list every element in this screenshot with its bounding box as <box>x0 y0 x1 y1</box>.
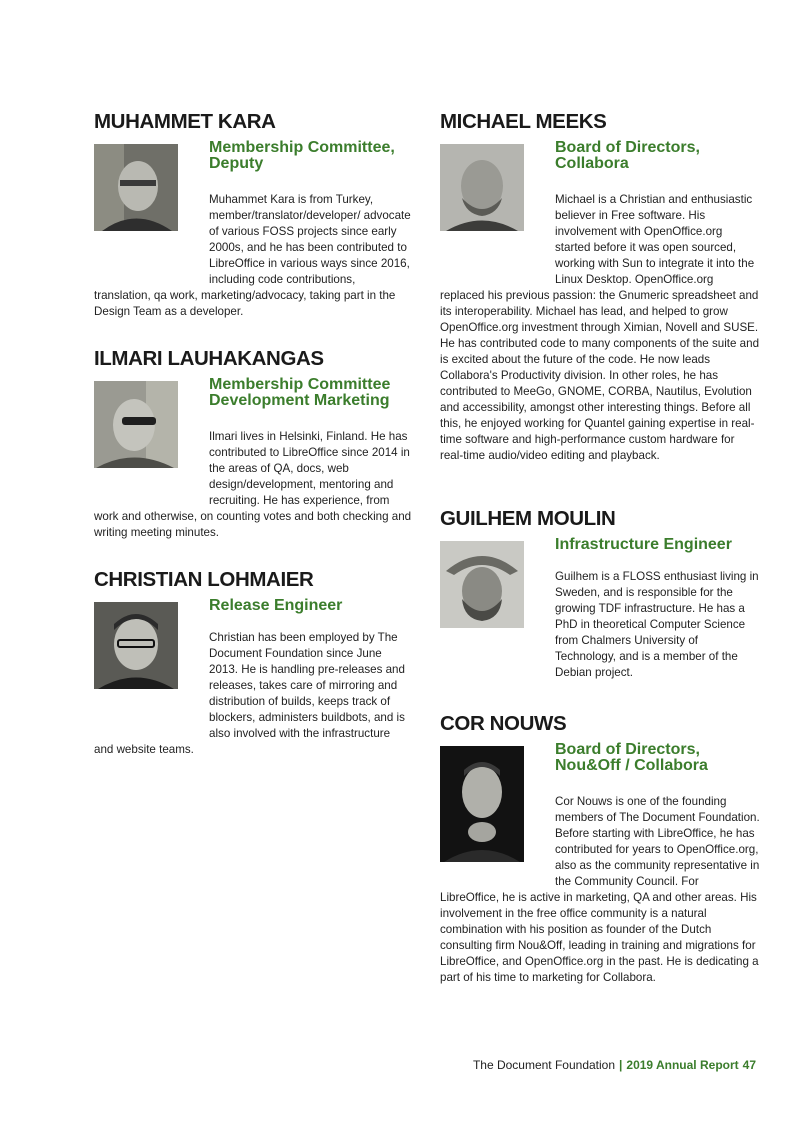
profile-role <box>209 377 390 409</box>
role-line: Development Marketing <box>209 392 390 409</box>
profile-bio-wrap <box>440 569 760 681</box>
profile-role <box>209 140 395 172</box>
role-line: Membership Committee, <box>209 139 395 156</box>
profile-bio: Christian has been employed by The Document Foundation since June 2013. He is handling pre-releases and releases, takes care of mirroring and distribution of builds, keeps track of blockers, administers buildbots, and is also involved with the infrastructure and website teams. <box>94 631 405 756</box>
profile-bio-wrap <box>94 192 412 320</box>
profile-role <box>209 598 342 614</box>
page-footer <box>473 1058 756 1072</box>
profile-name: GUILHEM MOULIN <box>440 507 616 530</box>
profile-bio: Michael is a Christian and enthusiastic believer in Free software. His involvement with OpenOffice.org started before it was open sourced, working with Sun to integrate it into the Linux Desktop. OpenOffice.org replaced his previous passion: the Gnumeric spreadsheet and its interoperability. Michael has lead, and helped to grow OpenOffice.org investment through Ximian, Novell and SUSE. He has contributed code to many components of the suite and is excited about the future of the code. He now leads Collabora's Productivity division. In other roles, he has contributed to MeeGo, GNOME, CORBA, Nautilus, Evolution and accessibility, amongst other interesting things. Before all this, he enjoyed working for Quantel gaining expertise in real-time software and high-performance custom hardware for real-time audio/video editing and playback. <box>440 193 760 462</box>
profile-name: ILMARI LAUHAKANGAS <box>94 347 324 370</box>
role-line: Collabora <box>555 155 629 172</box>
role-line: Board of Directors, <box>555 139 700 156</box>
page-number: 47 <box>742 1058 756 1072</box>
profile-role <box>555 537 732 553</box>
profile-name: CHRISTIAN LOHMAIER <box>94 568 314 591</box>
role-line: Release Engineer <box>209 597 343 614</box>
profile-bio-wrap <box>94 429 412 541</box>
profile-name: MICHAEL MEEKS <box>440 110 607 133</box>
footer-report-title: 2019 Annual Report <box>626 1058 739 1072</box>
profile-name: MUHAMMET KARA <box>94 110 276 133</box>
profile-bio: Guilhem is a FLOSS enthusiast living in Sweden, and is responsible for the growing TDF infrastructure. He has a PhD in theoretical Computer Science from Chalmers University of Technology, and is a member of the Debian project. <box>555 570 759 679</box>
profile-name: COR NOUWS <box>440 712 567 735</box>
role-line: Nou&Off / Collabora <box>555 757 708 774</box>
profile-bio-wrap <box>94 630 412 758</box>
footer-org: The Document Foundation <box>472 1058 616 1072</box>
role-line: Infrastructure Engineer <box>555 536 732 553</box>
role-line: Deputy <box>209 155 264 172</box>
footer-separator: | <box>619 1058 623 1072</box>
role-line: Membership Committee <box>209 376 391 393</box>
profile-bio-wrap <box>440 192 760 464</box>
role-line: Board of Directors, <box>555 741 700 758</box>
profile-bio-wrap <box>440 794 760 986</box>
profile-bio: Muhammet Kara is from Turkey, member/translator/developer/ advocate of various FOSS projects since early 2000s, and he has been contributed to LibreOffice in various ways since 2016, including code contributions, translation, qa work, marketing/advocacy, taking part in the Design Team as a developer. <box>94 193 411 318</box>
profile-bio: Ilmari lives in Helsinki, Finland. He has contributed to LibreOffice since 2014 in the areas of QA, docs, web design/development, mentoring and recruiting. He has experience, from work and otherwise, on counting votes and both checking and writing meeting minutes. <box>94 430 412 539</box>
profile-bio: Cor Nouws is one of the founding members of The Document Foundation. Before starting with LibreOffice, he has contributed for years to OpenOffice.org, also as the community representative in the Community Council. For LibreOffice, he is active in marketing, QA and other areas. His involvement in the free office community is a natural combination with his position as founder of the Dutch consulting firm Nou&Off, leading in training and migrations for LibreOffice, and OpenOffice.org in the past. He is dedicating a part of his time to marketing for Collabora. <box>440 795 760 984</box>
profile-role <box>555 140 700 172</box>
profile-role <box>555 742 708 774</box>
